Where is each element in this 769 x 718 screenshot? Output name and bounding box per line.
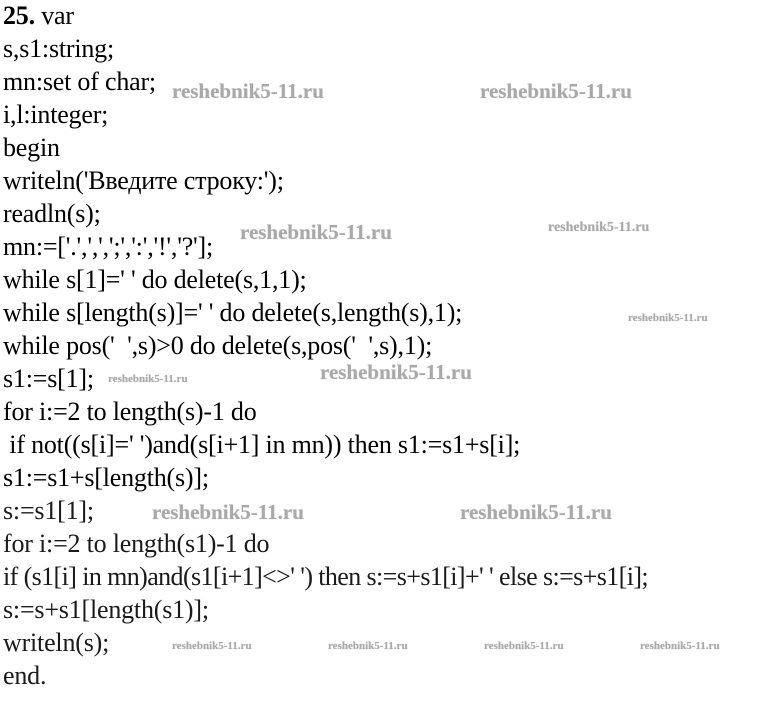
watermark: reshebnik5-11.ru <box>172 640 252 652</box>
watermark: reshebnik5-11.ru <box>328 640 408 652</box>
code-line-16: s:=s1[1]; <box>3 496 94 525</box>
code-line-15: s1:=s1+s[length(s)]; <box>3 463 209 492</box>
watermark: reshebnik5-11.ru <box>628 312 708 324</box>
code-line-14: if not((s[i]=' ')and(s[i+1] in mn)) then s1:=s1+s[i]; <box>3 430 521 459</box>
watermark: reshebnik5-11.ru <box>240 220 392 244</box>
code-line-5: begin <box>3 133 60 162</box>
problem-number: 25. <box>3 1 35 30</box>
watermark: reshebnik5-11.ru <box>484 640 564 652</box>
code-line-1 <box>3 0 769 32</box>
watermark: reshebnik5-11.ru <box>152 500 304 524</box>
code-line-2: s,s1:string; <box>3 34 115 63</box>
code-line-13: for i:=2 to length(s)-1 do <box>3 397 257 426</box>
watermark: reshebnik5-11.ru <box>172 79 324 103</box>
code-line-6: writeln('Введите строку:'); <box>3 166 284 195</box>
code-line-12: s1:=s[1]; <box>3 364 94 393</box>
watermark: reshebnik5-11.ru <box>640 640 720 652</box>
watermark: reshebnik5-11.ru <box>320 360 472 384</box>
code-line-10: while s[length(s)]=' ' do delete(s,length(s),1); <box>3 298 463 327</box>
code-line-17: for i:=2 to length(s1)-1 do <box>3 529 270 558</box>
watermark: reshebnik5-11.ru <box>108 373 188 385</box>
code-line-20: writeln(s); <box>3 628 110 657</box>
code-line-8: mn:=['.',',',';',':','!','?']; <box>3 232 214 261</box>
watermark: reshebnik5-11.ru <box>460 500 612 524</box>
code-line-9: while s[1]=' ' do delete(s,1,1); <box>3 265 307 294</box>
code-line-7: readln(s); <box>3 199 101 228</box>
code-line-4: i,l:integer; <box>3 100 109 129</box>
code-line-19: s:=s+s1[length(s1)]; <box>3 595 209 624</box>
code-line-3: mn:set of char; <box>3 67 156 96</box>
code-line-18: if (s1[i] in mn)and(s1[i+1]<>' ') then s:=s+s1[i]+' ' else s:=s+s1[i]; <box>3 562 649 591</box>
code-line-21: end. <box>3 661 47 690</box>
code-text: var <box>41 1 74 30</box>
code-listing <box>3 0 769 692</box>
code-line-11: while pos(' ',s)>0 do delete(s,pos(' ',s),1); <box>3 331 433 360</box>
watermark: reshebnik5-11.ru <box>480 79 632 103</box>
watermark: reshebnik5-11.ru <box>548 220 650 235</box>
